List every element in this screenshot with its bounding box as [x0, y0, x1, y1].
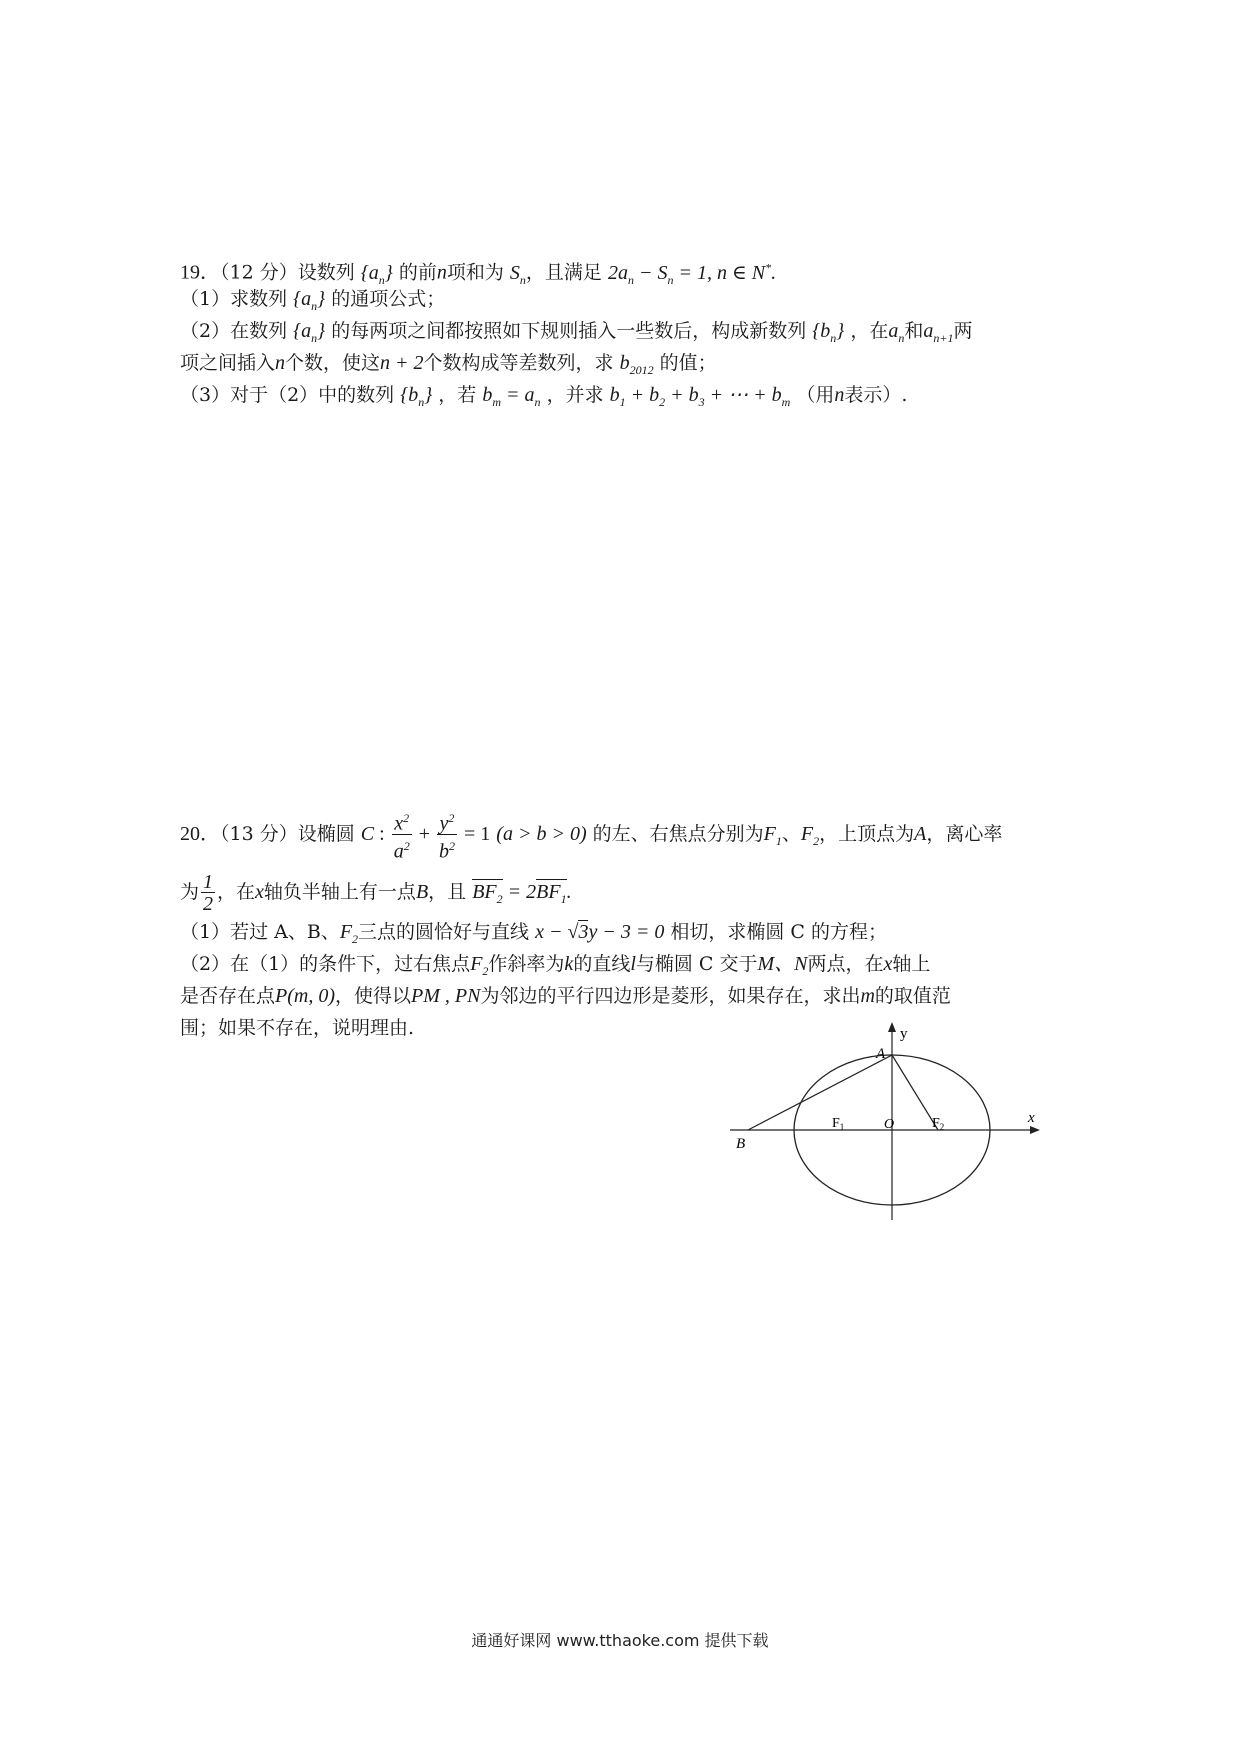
math-P: P(m, 0)	[275, 985, 335, 1007]
math-an-set: $\{a_n\}$	[360, 261, 393, 287]
q19-text: 个数构成等差数列，求	[423, 352, 614, 374]
q19-text: ，在	[850, 320, 889, 342]
q19-text: 的前	[398, 261, 437, 284]
q19-text: 的通项公式；	[331, 288, 446, 310]
math-x: x	[255, 881, 264, 903]
q19-text: 项之间插入	[180, 352, 276, 374]
math-bm-eq-an: $b_m = a_n$	[482, 384, 541, 409]
part-label: （1）	[180, 288, 231, 310]
label-F2: $F_2$	[932, 1116, 945, 1132]
q20-text: ，使得以	[335, 985, 412, 1007]
q20-text: 与椭圆 C 交于	[635, 953, 758, 975]
math-F2: $F_2$	[470, 953, 489, 978]
math-a-n: $a_n$	[888, 320, 905, 345]
q20-text: 在（1）的条件下，过右焦点	[230, 953, 471, 975]
q19-text: 的每两项之间都按照如下规则插入一些数后，构成新数列	[331, 320, 807, 342]
math-A: A	[914, 822, 927, 845]
label-y: y	[900, 1026, 908, 1042]
q20-text: 作斜率为	[488, 953, 565, 975]
math-bn-set: $\{b_n\}$	[812, 320, 845, 345]
math-n: n	[834, 384, 845, 406]
math-n: n	[275, 352, 286, 374]
q20-stem	[180, 808, 1002, 865]
math-MN: M、N	[757, 953, 808, 975]
label-O: O	[884, 1117, 895, 1132]
math-line-eq: x − √3y − 3 = 0	[535, 921, 665, 943]
q20-stem-line2	[180, 868, 572, 923]
y-axis-arrow	[888, 1022, 896, 1032]
q19-text: 表示）.	[844, 384, 908, 406]
math-an-set: $\{a_n\}$	[293, 288, 326, 313]
q20-text: 轴上	[892, 953, 931, 975]
q19-text: 求数列	[230, 288, 288, 310]
q19-text: 项和为	[446, 261, 504, 284]
q19-part1	[180, 285, 445, 320]
label-F1: $F_1$	[832, 1116, 845, 1132]
q20-text: 围；如果不存在，说明理由.	[180, 1017, 415, 1039]
math-F1: $F_1$	[763, 822, 782, 848]
math-ellipse-eq: C : $\frac{x^2}{a^2}$ + $\frac{y^2}{b^2}$ = 1	[361, 823, 490, 845]
q20-text: 的取值范	[874, 985, 951, 1007]
q19-text: （用	[796, 384, 835, 406]
ellipse-figure	[730, 1020, 1050, 1220]
part-label: （1）	[180, 921, 231, 943]
math-vector-eq: $BF_2 = 2BF_1$.	[472, 881, 572, 906]
q20-text: 的左、右焦点分别为	[592, 822, 764, 845]
math-x: x	[883, 953, 893, 975]
math-an-set: $\{a_n\}$	[293, 320, 326, 345]
q20-text: 设椭圆	[297, 822, 355, 845]
math-PM-PN: PM , PN	[411, 985, 481, 1007]
math-half: $\frac{1}{2}$	[203, 870, 214, 915]
separator: 、	[781, 822, 801, 845]
q20-text: 若过 A、B、	[230, 921, 340, 943]
q19-text: ，且满足	[525, 261, 602, 284]
math-k: k	[564, 953, 574, 975]
label-A: A	[876, 1046, 886, 1062]
math-condition: (a > b > 0)	[496, 822, 587, 845]
part-label: （2）	[180, 320, 231, 342]
q20-text: ，上顶点为	[819, 822, 915, 845]
q20-text: 是否存在点	[180, 985, 276, 1007]
q19-text: 对于（2）中的数列	[230, 384, 395, 406]
math-Sn: $S_n$	[509, 261, 526, 287]
q19-text: 的值；	[659, 352, 717, 374]
q19-text: 设数列	[297, 261, 355, 284]
q20-number: 20．	[180, 822, 220, 845]
q20-text: 为邻边的平行四边形是菱形，如果存在，求出	[480, 985, 861, 1007]
q19-text: 个数，使这	[285, 352, 381, 374]
math-F2: $F_2$	[800, 822, 820, 848]
q20-text: 轴负半轴上有一点	[263, 881, 416, 903]
q20-points: （13 分）	[220, 822, 298, 845]
q19-number: 19．	[180, 261, 220, 284]
math-B: B	[415, 881, 429, 903]
q20-part2-line2	[180, 982, 951, 1010]
q20-text: ，且	[428, 881, 467, 903]
q20-text: ，离心率	[926, 822, 1003, 845]
q20-text: 两点，在	[807, 953, 884, 975]
math-bn-set: $\{b_n\}$	[400, 384, 433, 409]
x-axis-arrow	[1030, 1126, 1040, 1134]
q20-text: 相切，求椭圆 C 的方程；	[670, 921, 888, 943]
math-n: n	[436, 261, 447, 284]
math-F2: $F_2$	[339, 921, 359, 946]
math-b2012: $b_{2012}$	[619, 352, 654, 377]
part-label: （2）	[180, 953, 231, 975]
q20-part1	[180, 918, 887, 953]
label-B: B	[736, 1136, 746, 1152]
q20-text: 三点的圆恰好与直线	[358, 921, 530, 943]
q19-text: 两	[953, 320, 973, 342]
math-sum: $b_1 + b_2 + b_3$ + ⋯ + $b_m$	[609, 384, 791, 409]
part-label: （3）	[180, 384, 231, 406]
math-m: m	[860, 985, 875, 1007]
q20-text: 为	[180, 881, 200, 903]
q20-text: 的直线	[573, 953, 631, 975]
q19-text: 在数列	[230, 320, 288, 342]
q20-part2-line1	[180, 950, 930, 985]
q19-text: 和	[904, 320, 924, 342]
q20-part2-line3	[180, 1014, 414, 1042]
q19-text: ，若	[438, 384, 477, 406]
segment-BA	[748, 1055, 895, 1132]
footer-credit: 通通好课网 www.tthaoke.com 提供下载	[471, 1631, 769, 1650]
label-x: x	[1028, 1110, 1035, 1126]
math-condition: $2a_n - S_n = 1$, n ∈ N*.	[607, 260, 777, 287]
q20-text: ，在	[217, 881, 256, 903]
q19-points: （12 分）	[220, 261, 298, 284]
math-n-plus-2: n + 2	[380, 352, 424, 374]
q19-text: ，并求	[546, 384, 604, 406]
math-a-n1: $a_{n+1}$	[923, 320, 954, 345]
q19-part2-line1	[180, 317, 972, 352]
q19-part2-line2	[180, 349, 717, 384]
math-l: l	[630, 953, 636, 975]
q19-part3	[180, 381, 907, 416]
